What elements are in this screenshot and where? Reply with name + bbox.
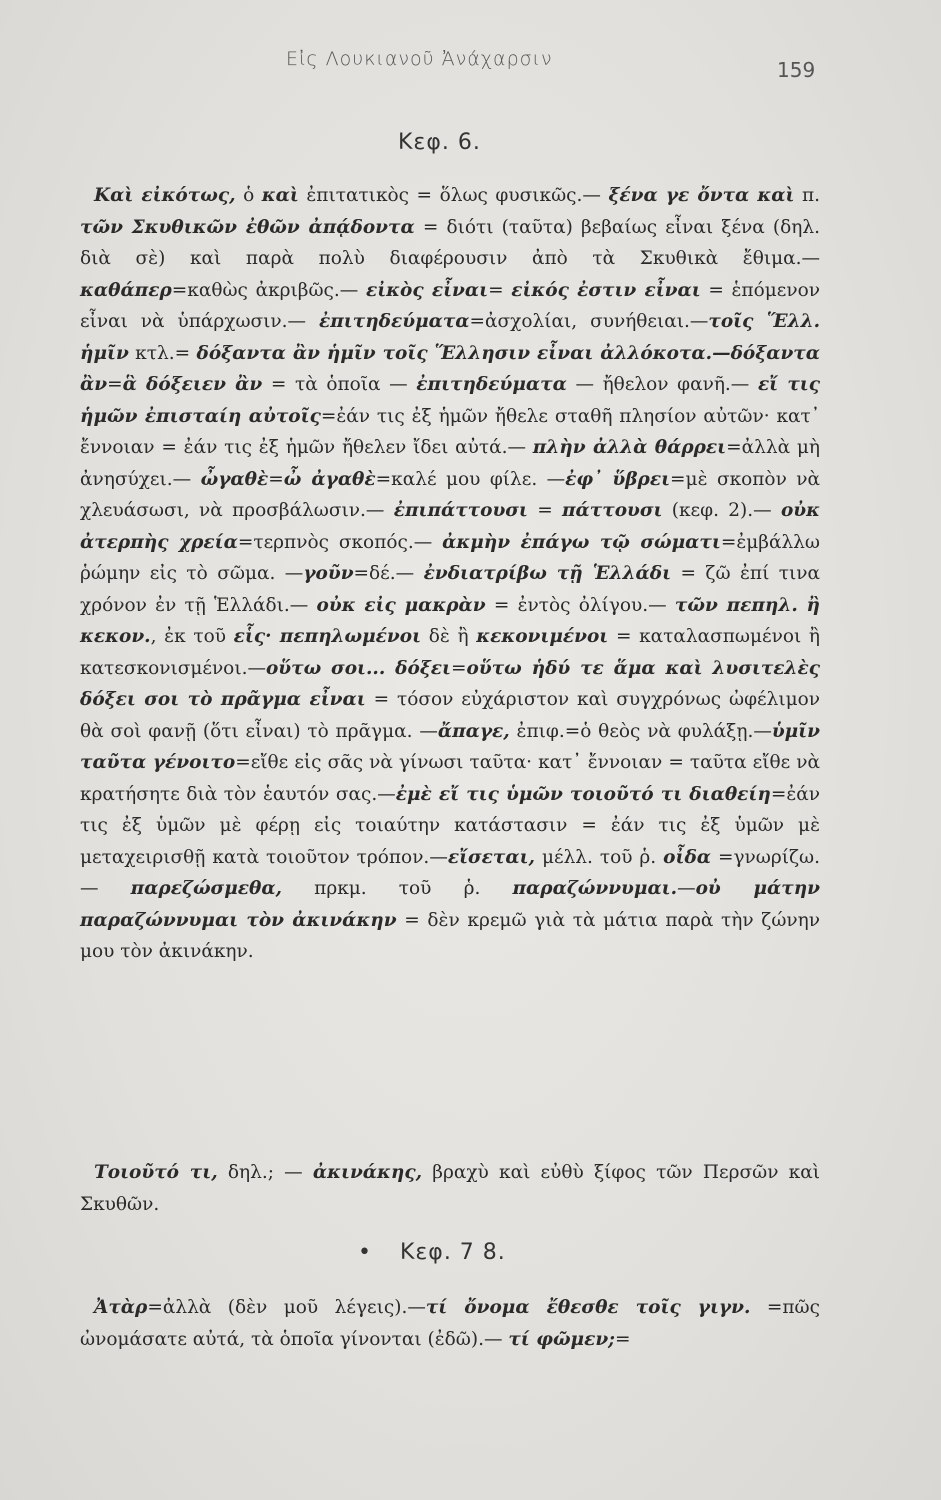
- lemma-text: ὑμῖν ταῦτα γένοιτο: [80, 720, 820, 773]
- lemma-text: καὶ: [261, 185, 299, 206]
- gloss-text: =δέ.—: [353, 563, 424, 584]
- lemma-text: ἀκμὴν ἐπάγω τῷ σώματι: [442, 531, 721, 553]
- lemma-text: ἐμὲ εἴ τις ὑμῶν τοιοῦτό τι διαθείη: [395, 783, 771, 805]
- gloss-text: =γνωρίζω.—: [80, 846, 820, 899]
- gloss-text: ἐπιτατικὸς = ὅλως φυσικῶς.—: [298, 185, 609, 206]
- lemma-text: οὕτω ἡδύ τε ἅμα καὶ λυσιτελὲς δόξει σοι τὸ πρᾶγμα εἶναι: [80, 657, 821, 710]
- lemma-text: εἴ τις ἡμῶν ἐπισταίη αὐτοῖς: [80, 374, 820, 427]
- lemma-text: Καὶ εἰκότως,: [94, 185, 236, 206]
- lemma-text: τοῖς Ἕλλ. ἡμῖν: [80, 311, 821, 364]
- gloss-text: = δὲν κρεμῶ γιὰ τὰ μάτια παρὰ τὴν ζώνην μου τὸν ἀκινάκην.: [80, 909, 820, 962]
- lemma-text: οὕτω σοι... δόξει: [265, 657, 452, 679]
- gloss-text: =ἀσχολίαι, συνήθειαι.—: [469, 311, 709, 332]
- lemma-text: εἴσεται,: [447, 846, 535, 868]
- gloss-text: = διότι (ταῦτα) βεβαίως εἶναι ξένα (δηλ. διὰ σὲ) καὶ παρὰ πολὺ διαφέρουσιν ἀπὸ τὰ Σκυθικὰ ἔθιμα.—: [80, 216, 820, 269]
- lemma-text: ἐφ᾽ ὕβρει: [565, 468, 671, 490]
- lemma-text: οὐκ ἀτερπὴς χρεία: [80, 500, 820, 553]
- gloss-text: =εἴθε εἰς σᾶς νὰ γίνωσι ταῦτα· κατ᾽ ἔννοιαν = ταῦτα εἴθε νὰ κρατήσητε διὰ τὸν ἑαυτόν σας.—: [80, 752, 820, 805]
- lemma-text: γοῦν: [303, 563, 354, 584]
- lemma-text: ἐπιτηδεύματα: [319, 311, 470, 332]
- lemma-text: τί φῶμεν;: [508, 1328, 616, 1350]
- gloss-text: =ἐάν τις ἐξ ἡμῶν ἤθελε σταθῆ πλησίον αὐτῶν· κατ᾽ ἔννοιαν = ἐάν τις ἐξ ἡμῶν ἤθελεν ἴδει αὐτά.—: [80, 405, 820, 458]
- lemma-text: Τοιοῦτό τι,: [94, 1162, 218, 1183]
- lemma-text: οἶδα: [663, 846, 712, 868]
- gloss-text: — ἤθελον φανῆ.—: [566, 374, 758, 395]
- gloss-text: =: [268, 468, 284, 490]
- heading-bullet: •: [358, 1240, 372, 1265]
- gloss-text: = τὰ ὁποῖα —: [262, 374, 417, 395]
- gloss-text: =: [451, 657, 467, 679]
- gloss-text: (κεφ. 2).—: [662, 500, 781, 521]
- gloss-text: =καλέ μου φίλε. —: [375, 468, 566, 490]
- gloss-text: =: [488, 279, 512, 301]
- lemma-text: τί ὄνομα ἔθεσθε τοῖς γιγν.: [425, 1297, 751, 1318]
- gloss-text: μέλλ. τοῦ ῥ.: [535, 846, 664, 868]
- chapter-7-8-heading: [358, 1240, 506, 1265]
- chapter-6-heading: Κεφ. 6.: [398, 130, 481, 155]
- lemma-text: ἃ δόξειεν ἂν: [122, 374, 263, 395]
- gloss-text: =τερπνὸς σκοπός.—: [237, 531, 443, 553]
- lemma-text: παραζώννυμαι.: [512, 878, 678, 899]
- gloss-text: = ἐντὸς ὀλίγου.—: [485, 594, 675, 616]
- lemma-text: εἰκὸς εἶναι: [365, 279, 489, 301]
- lemma-text: ἀκινάκης,: [312, 1162, 423, 1183]
- gloss-text: =καθὼς ἀκριβῶς.—: [171, 279, 366, 301]
- gloss-text: =ἐμβάλλω ῥώμην εἰς τὸ σῶμα. —: [80, 531, 820, 584]
- gloss-text: =: [107, 374, 123, 395]
- lemma-text: ὦγαθὲ: [200, 468, 269, 490]
- gloss-text: =ἀλλὰ μὴ ἀνησύχει.—: [80, 437, 820, 490]
- lemma-text: εἷς· πεπηλωμένοι: [233, 626, 422, 647]
- gloss-text: ὁ: [235, 185, 262, 206]
- gloss-text: , ἐκ τοῦ: [150, 626, 234, 647]
- gloss-text: δηλ.; —: [217, 1162, 313, 1183]
- gloss-text: =ἐάν τις ἐξ ὑμῶν μὲ φέρῃ εἰς τοιαύτην κατάστασιν = ἐάν τις ἐξ ὑμῶν μὲ μεταχειρισθῇ κατὰ τοιοῦτον τρόπον.—: [80, 783, 820, 868]
- lemma-text: δόξαντα ἂν ἡμῖν τοῖς Ἕλλησιν εἶναι ἀλλόκοτα.—δόξαντα ἂν: [80, 342, 820, 395]
- lemma-text: πλὴν ἀλλὰ θάρρει: [532, 437, 727, 458]
- gloss-text: —: [677, 878, 696, 899]
- lemma-text: ὦ ἀγαθὲ: [283, 468, 376, 490]
- chapter-6-paragraph-1: [80, 180, 820, 968]
- gloss-text: =ἀλλὰ (δὲν μοῦ λέγεις).—: [147, 1297, 426, 1318]
- lemma-text: κεκονιμένοι: [476, 626, 609, 647]
- lemma-text: ἐπιπάττουσι: [393, 500, 528, 521]
- gloss-text: =μὲ σκοπὸν νὰ χλευάσωσι, νὰ προσβάλωσιν.—: [80, 468, 821, 521]
- gloss-text: = ζῶ ἐπί τινα χρόνον ἐν τῇ Ἑλλάδι.—: [80, 563, 821, 616]
- chapter-7-8-paragraph-1: [80, 1292, 820, 1355]
- gloss-text: π.: [794, 185, 820, 206]
- lemma-text: τῶν πεπηλ. ἢ κεκον.: [80, 594, 821, 647]
- lemma-text: παρεζώσμεθα,: [130, 878, 282, 899]
- lemma-text: ξένα γε ὄντα καὶ: [608, 185, 795, 206]
- chapter-6-paragraph-2: [80, 1157, 820, 1220]
- lemma-text: τῶν Σκυθικῶν ἐθῶν ἀπᾴδοντα: [80, 216, 415, 238]
- lemma-text: ἐνδιατρίβω τῇ Ἑλλάδι: [423, 563, 672, 584]
- lemma-text: εἰκός ἐστιν εἶναι: [511, 279, 701, 301]
- gloss-text: =πῶς ὠνομάσατε αὐτά, τὰ ὁποῖα γίνονται (ἐδῶ).—: [80, 1297, 820, 1350]
- gloss-text: ἐπιφ.=ὁ θεὸς νὰ φυλάξῃ.—: [509, 720, 772, 742]
- gloss-text: =: [615, 1328, 631, 1350]
- gloss-text: = ἑπόμενον εἶναι νὰ ὑπάρχωσιν.—: [80, 279, 820, 332]
- gloss-text: πρκμ. τοῦ ῥ.: [282, 878, 513, 899]
- running-title: Εἰς Λουκιανοῦ Ἀνάχαρσιν: [286, 48, 553, 70]
- gloss-text: =: [527, 500, 563, 521]
- lemma-text: καθάπερ: [80, 279, 172, 301]
- gloss-text: = τόσον εὐχάριστον καὶ συγχρόνως ὠφέλιμον θὰ σοὶ φανῇ (ὅτι εἶναι) τὸ πρᾶγμα. —: [80, 689, 821, 742]
- lemma-text: οὐκ εἰς μακρὰν: [316, 594, 486, 616]
- page-number: 159: [777, 58, 816, 82]
- gloss-text: κτλ.=: [128, 342, 197, 364]
- lemma-text: ἐπιτηδεύματα: [416, 374, 567, 395]
- lemma-text: πάττουσι: [562, 500, 663, 521]
- lemma-text: οὐ μάτην παραζώννυμαι τὸν ἀκινάκην: [80, 878, 820, 931]
- lemma-text: Ἀτὰρ: [94, 1297, 148, 1318]
- chapter-7-8-heading-text: Κεφ. 7 8.: [399, 1240, 506, 1265]
- lemma-text: ἄπαγε,: [437, 720, 510, 742]
- gloss-text: βραχὺ καὶ εὐθὺ ξίφος τῶν Περσῶν καὶ Σκυθῶν.: [80, 1162, 820, 1215]
- gloss-text: = καταλασπωμένοι ἢ κατεσκονισμένοι.—: [80, 626, 820, 679]
- gloss-text: δὲ ἢ: [421, 626, 477, 647]
